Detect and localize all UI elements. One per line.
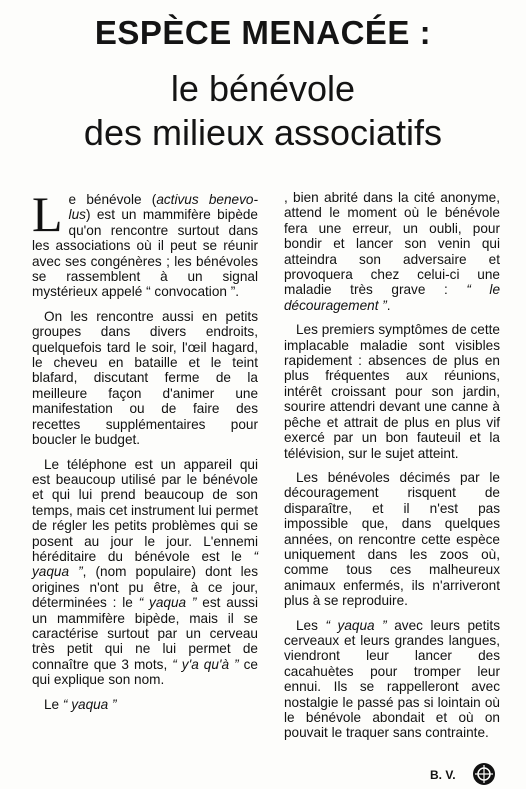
paragraph-3-text-a: Le téléphone est un appareil qui est beaucoup utilisé par le bénévole et qui lui prend beaucoup de son temps, mais cet instrument lui permet de régler les petits problèmes qui se posent au jour le jour. L'ennemi héréditaire du bénévole est le bbox=[32, 456, 258, 564]
paragraph-5: Les premiers symptômes de cette implacable maladie sont visibles rapidement : absences de plus en plus fréquentes aux réunions, intérêt croissant pour son jardin, sourire attendri devant une canne à pêche et attrait de plus en plus vif exercé par un bon fauteuil et la télévision, sur le sujet atteint. bbox=[284, 322, 500, 461]
article-column-left bbox=[32, 186, 259, 721]
paragraph-1-text-a: e bénévole ( bbox=[68, 192, 157, 207]
author-signature: B. V. bbox=[430, 768, 456, 782]
paragraph-7 bbox=[284, 618, 500, 741]
paragraph-1-text-b: ) est un mammifère bipède qu'on rencontre surtout dans les associations où il peut se réunir avec ses congénères ; les bénévoles se rassemblent à un signal mystérieux appelé “ convocation ”. bbox=[32, 207, 258, 300]
paragraph-6: Les bénévoles décimés par le découragement risquent de disparaître, et il n'est pas impossible que, dans quelques années, on rencontre cette espèce uniquement dans les zoos où, comme tous ces malheureux animaux enfermés, ils n'arriveront plus à se reproduire. bbox=[284, 469, 500, 609]
paragraph-7-text-a: Les bbox=[296, 617, 326, 633]
headline-line-3: des milieux associatifs bbox=[83, 112, 443, 153]
paragraph-4-text-a: Le bbox=[44, 696, 63, 712]
drop-cap: L bbox=[32, 186, 63, 242]
paragraph-4-continued bbox=[284, 190, 500, 313]
latin-name: activus benevo-lus bbox=[68, 192, 258, 223]
circular-emblem-icon bbox=[472, 762, 496, 786]
paragraph-3 bbox=[32, 457, 258, 688]
paragraph-3-text-b: , (nom populaire) dont les origines n'ont pu être, à ce jour, déterminées : le bbox=[32, 564, 259, 611]
paragraph-7-text-b: avec leurs petits cerveaux et leurs grandes langues, viendront leur lancer des cacahuètes pour tromper leur ennui. Ils se rappelleront avec nostalgie le passé pas si lointain où le bénévole abondait et où on pouvait le traquer sans contrainte. bbox=[284, 617, 500, 741]
yaqua-term: “ yaqua ” bbox=[32, 548, 258, 580]
yaqua-term: “ yaqua ” bbox=[62, 696, 117, 712]
headline-line-1: ESPÈCE MENACÉE : bbox=[94, 14, 432, 51]
paragraph-3-text-c: est aussi un mammifère bipède, mais il se caractérise surtout par un cerveau très petit qui ne lui permet de connaître que 3 mots, bbox=[32, 595, 258, 672]
discouragement-term: “ le découragement ” bbox=[284, 282, 501, 313]
headline-line-2: le bénévole bbox=[170, 68, 356, 109]
yaqua-term: “ yaqua ” bbox=[325, 617, 387, 633]
paragraph-4-text-c: . bbox=[386, 297, 391, 313]
paragraph-4-text-b: , bien abrité dans la cité anonyme, attend le moment où le bénévole fera une erreur, un oubli, pour bondir et lancer son venin qui atteindra son adversaire et provoquera chez celui-ci une maladie très grave : bbox=[284, 190, 500, 298]
paragraph-3-text-d: ce qui explique son nom. bbox=[32, 656, 258, 688]
article-column-right bbox=[284, 190, 500, 750]
yaqua-term: “ yaqua ” bbox=[138, 595, 197, 611]
yaqua-quote: “ y'a qu'à ” bbox=[172, 656, 239, 672]
column-continuation bbox=[284, 190, 500, 313]
paragraph-4 bbox=[32, 697, 258, 712]
paragraph-2: On les rencontre aussi en petits groupes dans divers endroits, quelquefois tard le soir, l'œil hagard, le cheveu en bataille et le teint blafard, discutant ferme de la meilleure façon d'animer une manifestation ou de faire des recettes supplémentaires pour boucler le budget. bbox=[32, 308, 258, 448]
paragraph-1 bbox=[32, 186, 258, 300]
